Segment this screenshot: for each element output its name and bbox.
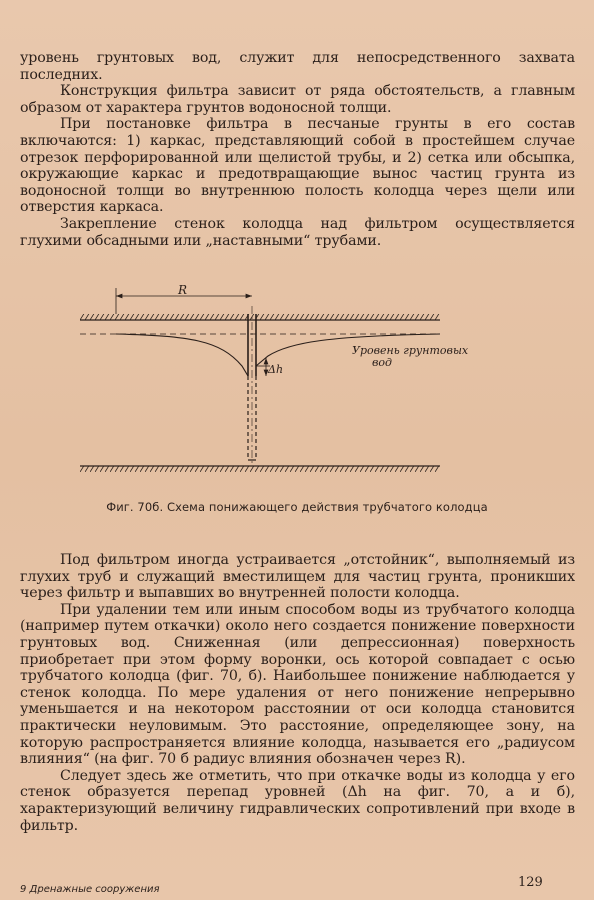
water-level-label-line2: вод — [372, 356, 392, 369]
text-block-top — [20, 50, 575, 249]
paragraph: При постановке фильтра в песчаные грунты в его состав включаются: 1) каркас, представляющий собой в простейшем случае отрезок перфорированной или щелистой трубы, и 2) сетка или обсыпка, окружающие каркас и предотвращающие вынос частиц грунта из водоносной толщи во внутреннюю полость колодца через щели или отверстия каркаса. — [20, 116, 575, 216]
paragraph: Закрепление стенок колодца над фильтром осуществляется глухими обсадными или „наставными“ трубами. — [20, 215, 575, 249]
paragraph: При удалении тем или иным способом воды из трубчатого колодца (например путем откачки) около него создается понижение поверхности грунтовых вод. Сниженная (или депрессионная) поверхность приобретает при этом форму воронки, ось которой совпадает с осью трубчатого колодца (фиг. 70, б). Наибольшее понижение наблюдается у стенок колодца. По мере удаления от него понижение непрерывно уменьшается и на некотором расстоянии от оси колодца становится практически неуловимым. Это расстояние, определяющее зону, на которую распространяется влияние колодца, называется его „радиусом влияния“ (на фиг. 70 б радиус влияния обозначен через R). — [20, 601, 575, 768]
paragraph: Конструкция фильтра зависит от ряда обстоятельств, а главным образом от характера грунтов водоносной толщи. — [20, 83, 575, 116]
paragraph: Под фильтром иногда устраивается „отстойник“, выполняемый из глухих труб и служащий вместилищем для частиц грунта, проникших через фильтр и выпавших во внутренней полости колодца. — [20, 552, 575, 602]
well-drawdown-diagram — [70, 280, 510, 480]
aquifer-bottom — [80, 466, 440, 472]
water-level-label-line1: Уровень грунтовых — [352, 344, 469, 357]
paragraph: Следует здесь же отметить, что при откачке воды из колодца у его стенок образуется перепад уровней (Δh на фиг. 70, а и б), характеризующий величину гидравлических сопротивлений при входе в фильтр. — [20, 767, 575, 834]
ground-surface — [80, 314, 440, 320]
paragraph: уровень грунтовых вод, служит для непосредственного захвата последних. — [20, 50, 575, 83]
delta-h-label: Δh — [268, 363, 284, 376]
text-block-bottom — [20, 552, 575, 834]
page-number: 129 — [518, 875, 543, 890]
radius-label: R — [178, 283, 188, 297]
footer-signature: 9 Дренажные сооружения — [20, 884, 160, 895]
figure-caption: Фиг. 70б. Схема понижающего действия трубчатого колодца — [106, 500, 488, 514]
